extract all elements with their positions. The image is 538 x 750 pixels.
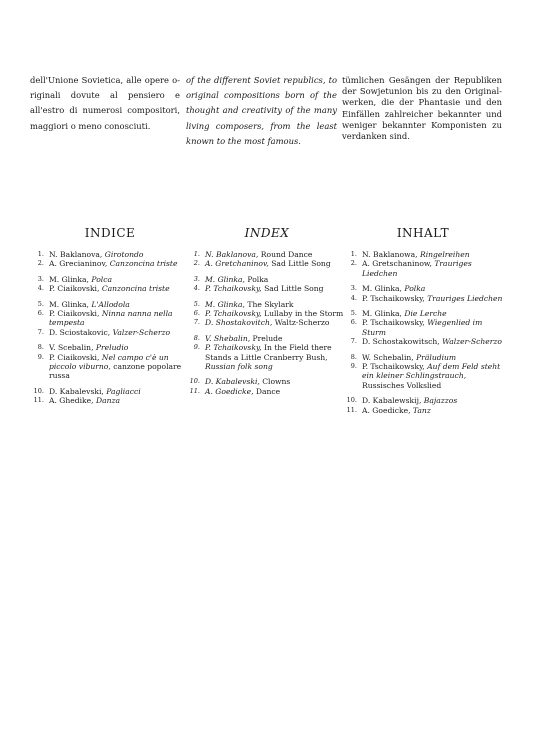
entry-title: Dance <box>255 386 281 396</box>
entry-title: Canzoncina triste <box>101 284 170 294</box>
entry-title: Polka <box>247 274 269 284</box>
entry-text <box>205 300 348 309</box>
entry-title: Danza <box>95 396 121 406</box>
entry-author: A. Ghedike, <box>49 396 94 406</box>
entry-text <box>205 377 348 386</box>
entry-author: D. Schostakowitsch, <box>362 337 440 347</box>
index-entry <box>30 300 190 309</box>
entry-number: 6. <box>37 309 44 318</box>
entry-title: Sad Little Song <box>271 259 331 269</box>
index-english-list <box>186 250 348 396</box>
entry-number: 3. <box>350 284 357 293</box>
entry-number: 5. <box>193 299 200 308</box>
entry-text <box>205 259 348 268</box>
entry-text <box>362 396 503 405</box>
entry-title: Ninna nanna nella tempesta <box>49 309 173 328</box>
entry-number: 5. <box>350 309 357 318</box>
index-entry <box>343 259 503 278</box>
index-entry <box>343 318 503 337</box>
entry-author: N. Baklanova, <box>205 250 259 259</box>
entry-number: 8. <box>193 333 200 342</box>
entry-extra: Russisches Volkslied <box>362 380 442 390</box>
index-entry <box>186 250 348 259</box>
entry-text <box>49 396 190 405</box>
index-italian-list <box>30 250 190 406</box>
index-entry <box>186 300 348 309</box>
index-entry <box>30 259 190 268</box>
index-entry <box>343 337 503 346</box>
entry-author: P. Tchaikovsky, <box>205 309 262 319</box>
index-german <box>343 226 503 415</box>
entry-text <box>49 259 190 268</box>
index-entry <box>30 387 190 396</box>
entry-author: P. Tschaikowsky, <box>362 293 425 303</box>
entry-text <box>205 387 348 396</box>
index-entry <box>186 377 348 386</box>
entry-text <box>49 353 190 381</box>
entry-author: N. Baklanowa, <box>362 250 418 259</box>
entry-author: P. Tchaikovsky, <box>205 284 262 294</box>
entry-author: P. Tschaikowsky, <box>362 318 425 328</box>
entry-text <box>49 250 190 259</box>
entry-number: 10. <box>33 386 44 395</box>
entry-title: Polka <box>404 284 426 294</box>
entry-title: Bajazzos <box>423 396 458 406</box>
entry-number: 8. <box>350 352 357 361</box>
entry-text <box>205 250 348 259</box>
entry-number: 11. <box>346 405 357 414</box>
entry-title: Sad Little Song <box>264 284 324 294</box>
entry-text <box>49 343 190 352</box>
entry-text <box>49 328 190 337</box>
entry-text <box>205 318 348 327</box>
entry-text <box>205 334 348 343</box>
entry-title: Polca <box>91 274 112 284</box>
index-entry <box>30 284 190 293</box>
index-entry <box>186 343 348 371</box>
index-entry <box>186 284 348 293</box>
entry-number: 1. <box>37 250 44 258</box>
entry-number: 10. <box>346 396 357 405</box>
index-english <box>186 226 348 396</box>
entry-title: In the Field there Stands a Little Cranberry Bush, <box>205 343 332 362</box>
index-entry <box>186 334 348 343</box>
entry-number: 7. <box>350 337 357 346</box>
entry-number: 11. <box>189 386 200 395</box>
index-entry <box>343 250 503 259</box>
entry-title: Ringelreihen <box>419 250 470 259</box>
entry-text <box>49 284 190 293</box>
index-english-heading: INDEX <box>244 226 290 240</box>
entry-author: W. Schebalin, <box>362 352 414 362</box>
entry-title: Walzer-Scherzo <box>442 337 502 347</box>
intro-italian <box>30 73 180 134</box>
entry-number: 4. <box>350 293 357 302</box>
entry-text <box>205 275 348 284</box>
entry-title: Girotondo <box>104 250 144 259</box>
index-entry <box>186 387 348 396</box>
entry-author: D. Sciostakovic, <box>49 327 111 337</box>
entry-text <box>362 250 503 259</box>
entry-title: The Skylark <box>247 299 294 309</box>
entry-number: 7. <box>37 327 44 336</box>
index-entry <box>186 259 348 268</box>
index-entry <box>343 309 503 318</box>
entry-title: Clowns <box>262 377 291 387</box>
entry-number: 11. <box>33 396 44 405</box>
entry-author: A. Goedicke, <box>362 405 411 415</box>
entry-number: 4. <box>37 284 44 293</box>
intro-italian-text: dell'Unione Sovietica, alle opere o-riginali dovute al pensiero e all'estro di numerosi compositori, maggiori o meno conosciuti. <box>30 75 180 131</box>
entry-text <box>205 343 348 371</box>
entry-text <box>362 362 503 390</box>
entry-number: 9. <box>350 362 357 371</box>
entry-author: P. Ciaikovski, <box>49 309 100 319</box>
index-german-heading: INHALT <box>396 226 450 240</box>
entry-author: A. Grecianinov, <box>49 259 108 269</box>
entry-title: Auf dem Feld steht ein kleiner Schlingstrauch, <box>362 362 501 381</box>
index-entry <box>186 309 348 318</box>
index-entry <box>30 250 190 259</box>
entry-author: D. Shostakovitch, <box>205 318 273 328</box>
entry-title: Preludio <box>95 343 129 353</box>
entry-author: A. Gretschaninow, <box>362 259 432 269</box>
entry-author: M. Glinka, <box>205 274 245 284</box>
index-entry <box>343 353 503 362</box>
entry-author: P. Ciaikovski, <box>49 352 100 362</box>
entry-number: 7. <box>193 318 200 327</box>
entry-number: 6. <box>350 318 357 327</box>
entry-text <box>362 318 503 337</box>
entry-title: Tanz <box>412 405 431 415</box>
entry-extra: Russian folk song <box>205 362 273 372</box>
entry-author: M. Glinka, <box>362 284 402 294</box>
index-entry <box>343 362 503 390</box>
entry-author: D. Kabalevski, <box>205 377 260 387</box>
entry-number: 10. <box>189 377 200 386</box>
index-italian-heading: INDICE <box>84 226 136 240</box>
entry-text <box>49 275 190 284</box>
entry-text <box>49 300 190 309</box>
entry-title: Trauriges Liedchen <box>362 259 472 278</box>
entry-text <box>362 406 503 415</box>
entry-number: 9. <box>193 343 200 352</box>
index-entry <box>343 294 503 303</box>
entry-number: 9. <box>37 352 44 361</box>
entry-author: P. Tschaikowsky, <box>362 362 425 372</box>
intro-german-text: tümlichen Gesängen der Republiken der Sowjetunion bis zu den Original-werken, die der Phantasie und den Einfällen zahlreicher bekannter und weniger bekannter Komponisten zu verdanken sind. <box>342 75 502 142</box>
index-entry <box>186 275 348 284</box>
entry-number: 2. <box>37 259 44 268</box>
entry-title: Nel campo c'è un piccolo viburno, <box>49 352 169 372</box>
entry-title: Valzer-Scherzo <box>112 327 171 337</box>
entry-number: 6. <box>193 309 200 318</box>
entry-text <box>362 353 503 362</box>
entry-text <box>362 337 503 346</box>
entry-author: D. Kabalewskij, <box>362 396 422 406</box>
entry-author: D. Kabalevski, <box>49 386 104 396</box>
index-entry <box>30 353 190 381</box>
entry-title: Prelude <box>252 333 283 343</box>
entry-text <box>205 309 348 318</box>
entry-author: M. Glinka, <box>362 309 402 319</box>
entry-author: A. Goedicke, <box>205 386 254 396</box>
entry-number: 8. <box>37 343 44 352</box>
entry-text <box>49 309 190 328</box>
entry-text <box>362 309 503 318</box>
entry-text <box>205 284 348 293</box>
entry-number: 2. <box>350 259 357 268</box>
entry-author: A. Gretchaninov, <box>205 259 269 269</box>
index-entry <box>30 309 190 328</box>
entry-title: Präludium <box>416 352 457 362</box>
entry-number: 3. <box>193 274 200 283</box>
entry-author: P. Tchaikovsky, <box>205 343 262 353</box>
index-entry <box>186 318 348 327</box>
entry-text <box>49 387 190 396</box>
entry-title: Wiegenlied im Sturm <box>362 318 483 337</box>
entry-author: M. Glinka, <box>49 299 89 309</box>
entry-author: P. Ciaikovski, <box>49 284 100 294</box>
index-entry <box>343 396 503 405</box>
index-entry <box>343 284 503 293</box>
entry-title: Pagliacci <box>106 386 141 396</box>
entry-text <box>362 284 503 293</box>
entry-title: Canzoncina triste <box>109 259 178 269</box>
index-entry <box>343 406 503 415</box>
entry-author: M. Glinka, <box>205 299 245 309</box>
entry-author: N. Baklanova, <box>49 250 103 259</box>
entry-number: 1. <box>193 250 200 258</box>
entry-number: 5. <box>37 299 44 308</box>
entry-author: V. Shebalin, <box>205 333 251 343</box>
index-german-list <box>343 250 503 415</box>
intro-english <box>186 73 337 149</box>
index-entry <box>30 328 190 337</box>
intro-english-text: of the different Soviet republics, to original compositions born of the thought and creativity of the many living composers, from the least known to the most famous. <box>186 75 337 146</box>
entry-title: Die Lerche <box>404 309 447 319</box>
entry-title: Trauriges Liedchen <box>427 293 503 303</box>
entry-extra: canzone popolare russa <box>49 362 182 381</box>
entry-number: 4. <box>193 284 200 293</box>
entry-text <box>362 294 503 303</box>
index-entry <box>30 396 190 405</box>
index-italian <box>30 226 190 406</box>
entry-title: Lullaby in the Storm <box>264 309 344 319</box>
entry-text <box>362 259 503 278</box>
entry-author: M. Glinka, <box>49 274 89 284</box>
entry-title: Round Dance <box>260 250 313 259</box>
entry-author: V. Scebalin, <box>49 343 94 353</box>
index-entry <box>30 343 190 352</box>
entry-title: Waltz-Scherzo <box>274 318 330 328</box>
entry-number: 3. <box>37 274 44 283</box>
entry-title: L'Allodola <box>91 299 130 309</box>
entry-number: 1. <box>350 250 357 258</box>
entry-number: 2. <box>193 259 200 268</box>
intro-german <box>342 75 502 142</box>
index-entry <box>30 275 190 284</box>
